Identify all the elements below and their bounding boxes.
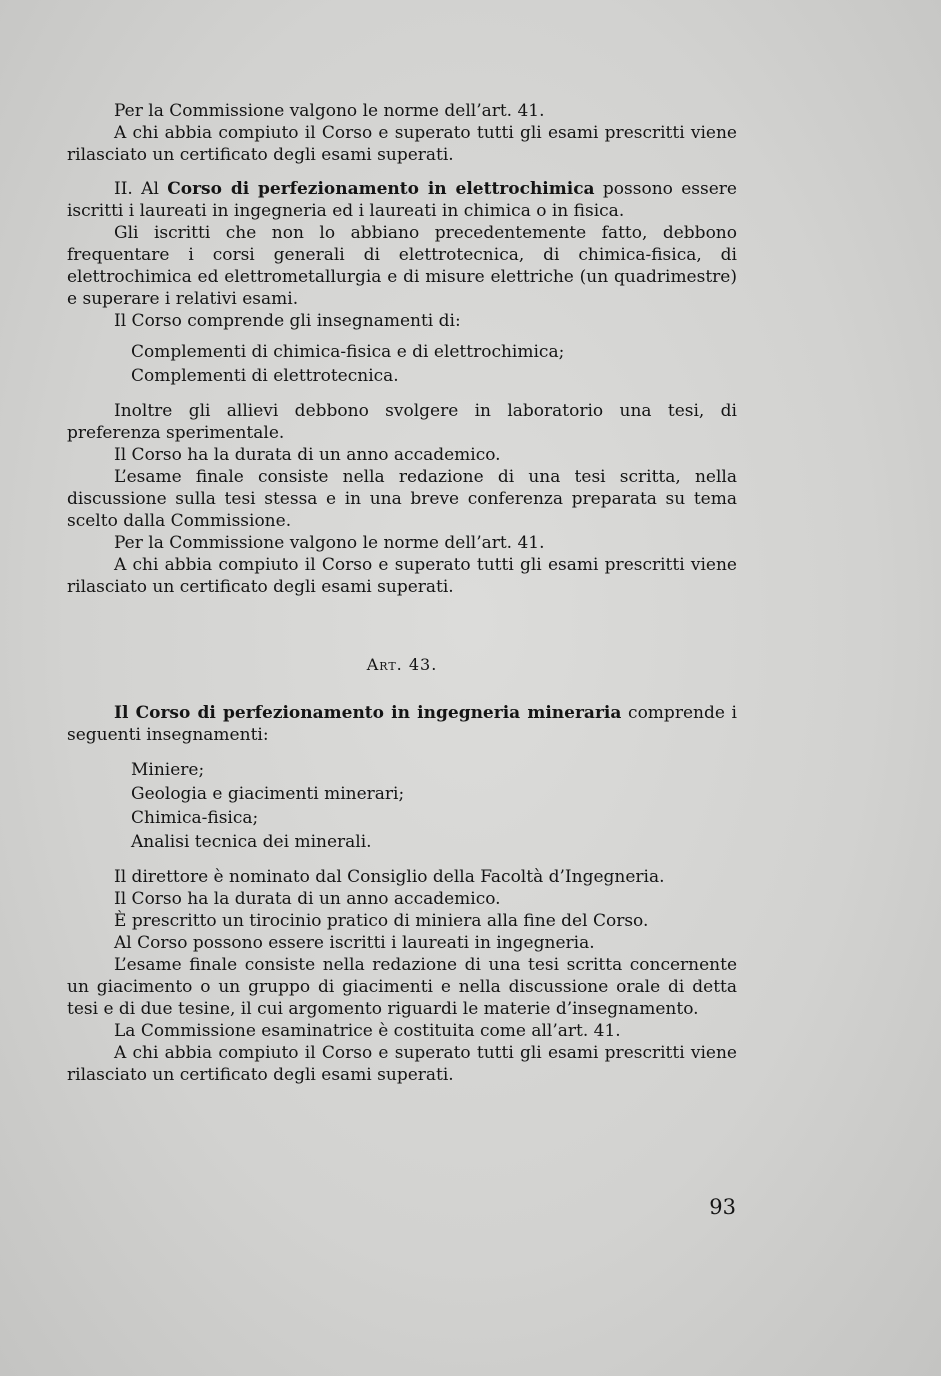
article-heading: Art. 43. — [366, 655, 438, 674]
spacer — [67, 598, 737, 654]
list-item: Analisi tecnica dei minerali. — [131, 832, 372, 852]
list-item: Miniere; — [131, 760, 205, 780]
paragraph: A chi abbia compiuto il Corso e superato tutti gli esami prescritti viene rilasciato un certificato degli esami superati. — [67, 1043, 737, 1085]
paragraph: La Commissione esaminatrice è costituita come all’art. 41. — [114, 1021, 621, 1041]
spacer — [67, 388, 737, 400]
paragraph: Per la Commissione valgono le norme dell’art. 41. — [114, 101, 545, 121]
list-item: Geologia e giacimenti minerari; — [131, 784, 405, 804]
list-item: Complementi di chimica-fisica e di elettrochimica; — [131, 342, 565, 362]
paragraph: A chi abbia compiuto il Corso e superato tutti gli esami prescritti viene rilasciato un certificato degli esami superati. — [67, 555, 737, 597]
paragraph: L’esame finale consiste nella redazione di una tesi scritta, nella discussione sulla tesi stessa e in una breve conferenza preparata su tema scelto dalla Commissione. — [67, 467, 737, 531]
course-title-elettrochimica: Corso di perfezionamento in elettrochimica — [167, 179, 595, 199]
paragraph: Il direttore è nominato dal Consiglio della Facoltà d’Ingegneria. — [114, 867, 665, 887]
paragraph: L’esame finale consiste nella redazione di una tesi scritta concernente un giacimento o un gruppo di giacimenti e nella discussione orale di detta tesi e di due tesine, il cui argomento riguardi le materie d’insegnamento. — [67, 955, 737, 1019]
list-item: Chimica-fisica; — [131, 808, 259, 828]
paragraph: Al Corso possono essere iscritti i laureati in ingegneria. — [114, 933, 595, 953]
course-list — [67, 758, 737, 854]
list-item: Complementi di elettrotecnica. — [131, 366, 399, 386]
spacer — [67, 332, 737, 340]
art43-intro: Il Corso di perfezionamento in ingegneria mineraria comprende i seguenti insegnamenti: — [67, 703, 737, 745]
paragraph: Il Corso comprende gli insegnamenti di: — [114, 311, 461, 331]
course-list — [67, 340, 737, 388]
paragraph: Gli iscritti che non lo abbiano precedentemente fatto, debbono frequentare i corsi generali di elettrotecnica, di chimica-fisica, di elettrochimica ed elettrometallurgia e di misure elettriche (un quadrimestre) e superare i relativi esami. — [67, 223, 737, 309]
spacer — [67, 746, 737, 758]
page-number: 93 — [709, 1195, 736, 1219]
paragraph: Per la Commissione valgono le norme dell’art. 41. — [114, 533, 545, 553]
page-body — [67, 100, 737, 1086]
course-title-mineraria: Il Corso di perfezionamento in ingegneria mineraria — [114, 703, 622, 723]
paragraph: Il Corso ha la durata di un anno accademico. — [114, 445, 501, 465]
spacer — [67, 854, 737, 866]
paragraph: Il Corso ha la durata di un anno accademico. — [114, 889, 501, 909]
paragraph: A chi abbia compiuto il Corso e superato tutti gli esami prescritti viene rilasciato un certificato degli esami superati. — [67, 123, 737, 165]
section-ii-intro: II. Al Corso di perfezionamento in elettrochimica possono essere iscritti i laureati in ingegneria ed i laureati in chimica o in fisica. — [67, 179, 737, 221]
paragraph: È prescritto un tirocinio pratico di miniera alla fine del Corso. — [114, 911, 649, 931]
spacer — [67, 166, 737, 178]
spacer — [67, 676, 737, 702]
paragraph: Inoltre gli allievi debbono svolgere in laboratorio una tesi, di preferenza sperimentale. — [67, 401, 737, 443]
